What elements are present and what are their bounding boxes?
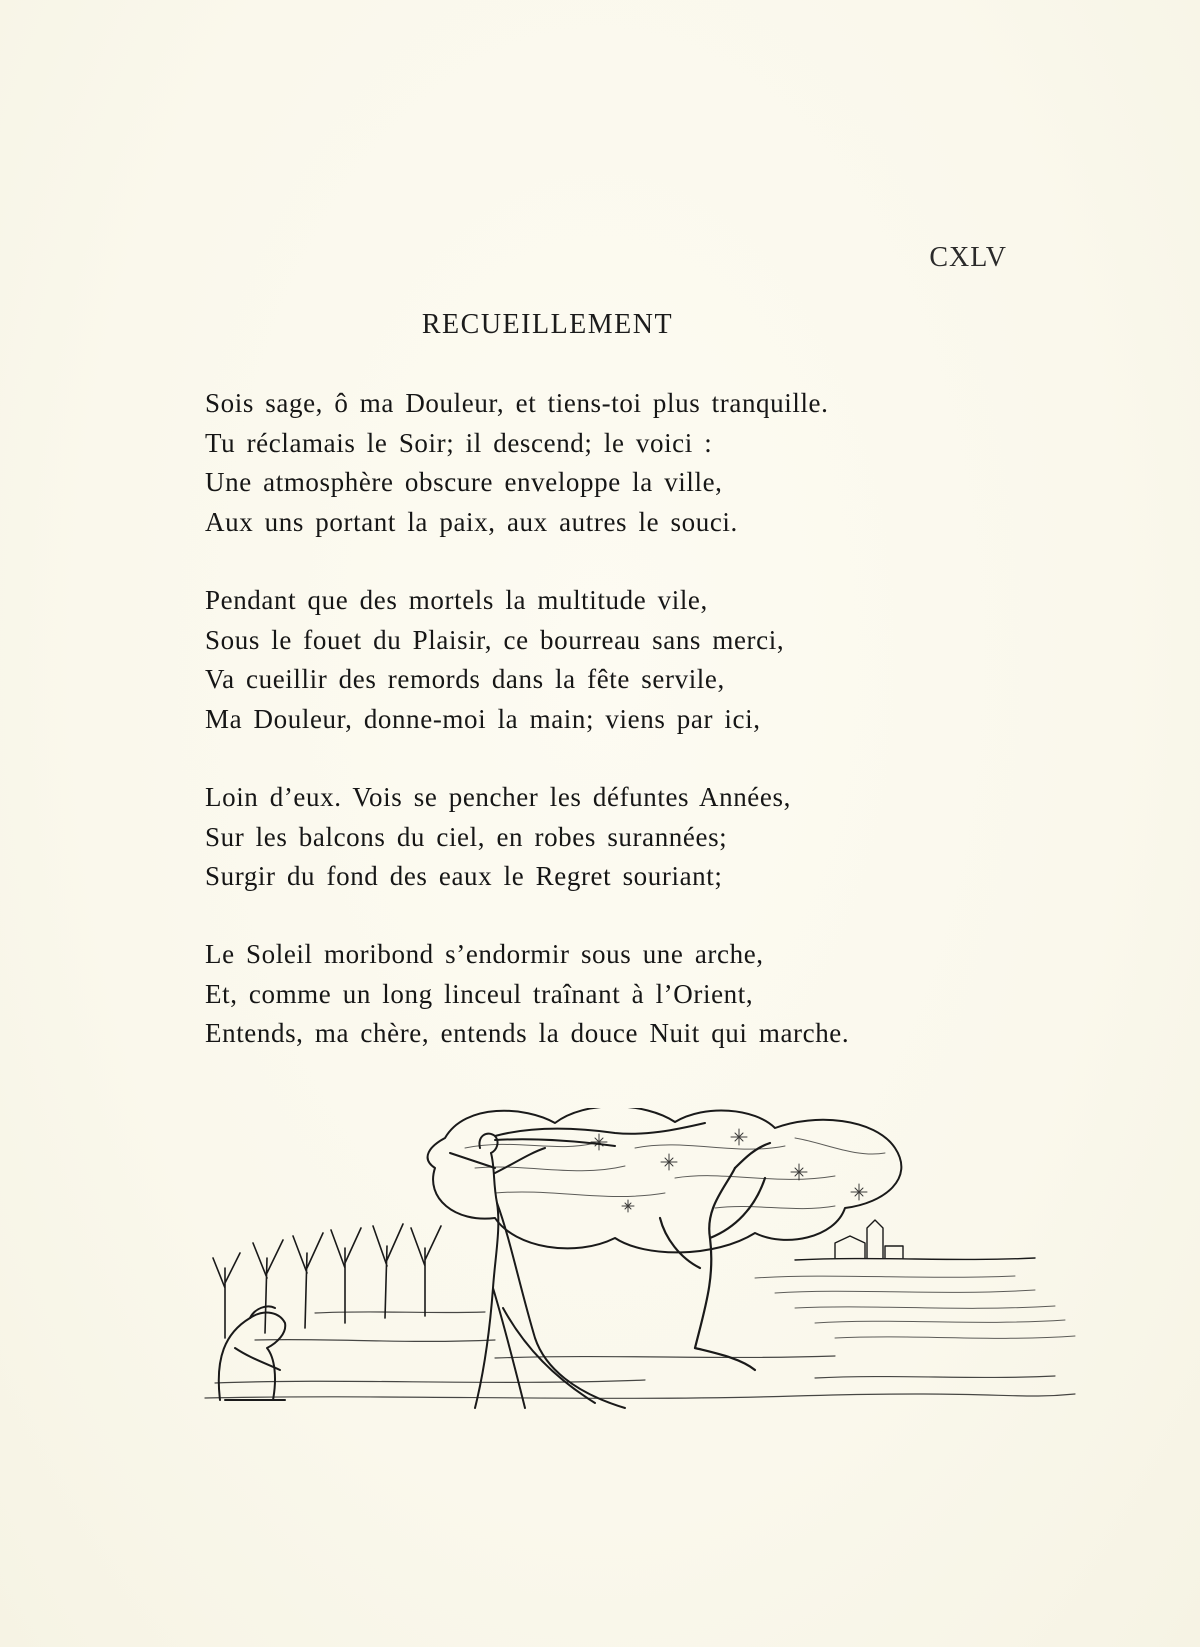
ground-lines	[205, 1312, 1075, 1398]
verse-line: Tu réclamais le Soir; il descend; le voici :	[205, 427, 713, 458]
stanza-1	[205, 384, 828, 542]
engraving-illustration-icon	[195, 1108, 1095, 1413]
bowed-figure	[219, 1306, 286, 1400]
water-hatching	[755, 1276, 1075, 1338]
stars	[591, 1129, 867, 1212]
walking-woman	[450, 1123, 705, 1408]
verse-line: Le Soleil moribond s’endormir sous une arche,	[205, 939, 764, 969]
verse-line: Va cueillir des remords dans la fête servile,	[205, 664, 725, 694]
verse-line: Une atmosphère obscure enveloppe la ville,	[205, 467, 723, 497]
verse-line: Loin d’eux. Vois se pencher les défuntes Années,	[205, 782, 791, 812]
poem-number: CXLV	[929, 242, 1007, 273]
stanza-3	[205, 778, 791, 897]
verse-line: Pendant que des mortels la multitude vile,	[205, 585, 708, 615]
stanza-2	[205, 581, 784, 739]
cloud-shading	[465, 1138, 885, 1209]
verse-line: Sois sage, ô ma Douleur, et tiens-toi plus tranquille.	[205, 388, 829, 418]
verse-line: Surgir du fond des eaux le Regret souriant;	[205, 861, 723, 891]
verse-line: Ma Douleur, donne-moi la main; viens par ici,	[205, 703, 761, 734]
verse-line: Et, comme un long linceul traînant à l’Orient,	[205, 978, 754, 1009]
verse-line: Entends, ma chère, entends la douce Nuit qui marche.	[205, 1018, 850, 1048]
verse-line: Aux uns portant la paix, aux autres le souci.	[205, 506, 738, 537]
twisted-tree	[660, 1143, 770, 1370]
stanza-4	[205, 935, 849, 1054]
verse-line: Sur les balcons du ciel, en robes surannées;	[205, 821, 728, 852]
poem-title: RECUEILLEMENT	[421, 309, 674, 340]
verse-line: Sous le fouet du Plaisir, ce bourreau sans merci,	[205, 624, 785, 655]
